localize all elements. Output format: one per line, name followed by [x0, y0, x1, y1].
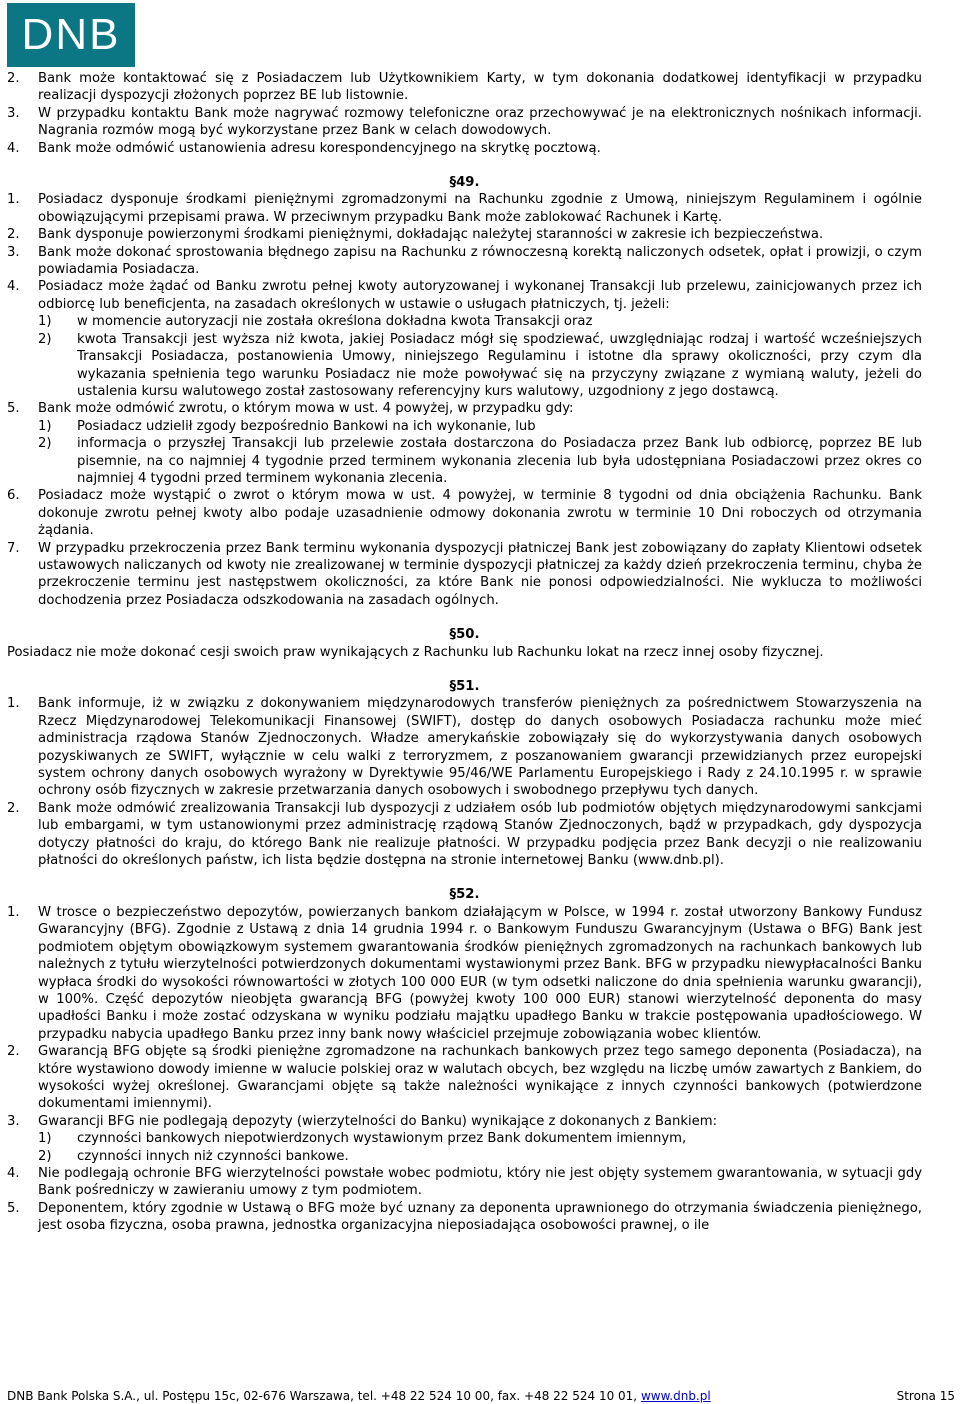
- item-text: Posiadacz może wystąpić o zwrot o którym mowa w ust. 4 powyżej, w terminie 8 tygodni od dnia obciążenia Rachunku. Bank dokonuje zwrotu pełnej kwoty albo podaje uzasadnienie odmowy dokonania zwrotu w terminie 10 Dni roboczych od otrzymania żądania.: [38, 488, 922, 539]
- item-text: Bank może odmówić zrealizowania Transakcji lub dyspozycji z udziałem osób lub podmiotów objętych międzynarodowymi sankcjami lub embargami, w tym ustanowionymi przez administrację rządową Stanów Zjednoczonych, bądź w przypadkach, gdy dyspozycja dotyczy płatności do kraju, do którego Bank nie realizuje płatności. W przypadku podjęcia przez Bank decyzji o nie realizowaniu płatności do określonych państw, ich lista będzie dostępna na stronie internetowej Banku (www.dnb.pl).: [38, 800, 922, 869]
- item-number: 2.: [7, 1044, 20, 1060]
- list-item: [7, 244, 922, 279]
- item-text: Nie podlegają ochronie BFG wierzytelności powstałe wobec podmiotu, który nie jest objęty systemem gwarantowania, w sytuacji gdy Bank pośredniczy w zawieraniu umowy z tym podmiotem.: [38, 1165, 922, 1199]
- item-number: 5.: [7, 1200, 20, 1216]
- sub-item-number: 2): [38, 331, 52, 347]
- dnb-logo: [7, 3, 135, 67]
- page-footer: [7, 1389, 955, 1403]
- sub-item: [38, 1130, 922, 1147]
- list-item: [7, 800, 922, 870]
- footer-address-text: DNB Bank Polska S.A., ul. Postępu 15c, 02-676 Warszawa, tel. +48 22 524 10 00, fax. +48 22 524 10 01,: [7, 1389, 641, 1403]
- list-item: [7, 226, 922, 243]
- list-item: [7, 400, 922, 417]
- list-item: [7, 105, 922, 140]
- item-text: Posiadacz dysponuje środkami pieniężnymi zgromadzonymi na Rachunku zgodnie z Umową, niniejszym Regulaminem i ogólnie obowiązującymi przepisami prawa. W przeciwnym przypadku Bank może zablokować Rachunek i Kartę.: [38, 192, 922, 225]
- paragraph: Posiadacz nie może dokonać cesji swoich praw wynikających z Rachunku lub Rachunku lokat na rzecz innej osoby fizycznej.: [7, 644, 824, 660]
- item-number: 1.: [7, 904, 20, 920]
- item-text: Bank informuje, iż w związku z dokonywaniem międzynarodowych transferów pieniężnych za pośrednictwem Stowarzyszenia na Rzecz Międzynarodowej Telekomunikacji Finansowej (SWIFT), dostęp do danych osobowych Posiadacza rachunku może mieć administracja rządowa Stanów Zjednoczonych. Władze amerykańskie zobowiązały się do wykorzystywania danych osobowych pozyskiwanych ze SWIFT, wyłącznie w celu walki z terroryzmem, z poszanowaniem gwarancji przewidzianych przez europejski system ochrony danych osobowych wyrażony w Dyrektywie 95/46/WE Parlamentu Europejskiego i Rady z 24.10.1995 r. w sprawie ochrony osób fizycznych w zakresie przetwarzania danych osobowych i swobodnego przepływu tych danych.: [38, 696, 922, 799]
- item-number: 4.: [7, 279, 20, 295]
- sub-item-number: 1): [38, 1131, 52, 1147]
- item-text: Bank dysponuje powierzonymi środkami pieniężnymi, dokładając należytej staranności w zakresie ich bezpieczeństwa.: [38, 227, 824, 243]
- item-text: Bank może kontaktować się z Posiadaczem lub Użytkownikiem Karty, w tym dokonania dodatkowej identyfikacji w przypadku realizacji dyspozycji złożonych poprzez BE lub listownie.: [38, 71, 922, 104]
- item-number: 4.: [7, 1165, 20, 1181]
- item-number: 7.: [7, 540, 20, 556]
- item-text: Bank może odmówić ustanowienia adresu korespondencyjnego na skrytkę pocztową.: [38, 140, 601, 156]
- item-number: 5.: [7, 401, 20, 417]
- section-heading-49: §49.: [449, 175, 480, 191]
- item-text: Gwarancją BFG objęte są środki pieniężne zgromadzone na rachunkach bankowych przez tego samego deponenta (Posiadacza), na które wystawiono dowody imienne w walucie polskiej oraz w walutach obcych, bez względu na liczbę umów zawartych z Bankiem, do wysokości wyżej określonej. Gwarancjami objęte są także należności wynikające z innych czynności bankowych (potwierdzone dokumentami imiennymi).: [38, 1044, 922, 1112]
- item-text: Posiadacz może żądać od Banku zwrotu pełnej kwoty autoryzowanej i wykonanej Transakcji lub przelewu, zainicjowanych przez ich odbiorcę lub beneficjenta, na zasadach określonych w ustawie o usługach płatniczych, tj. jeżeli:: [38, 279, 922, 312]
- item-number: 3.: [7, 244, 20, 260]
- sub-item-number: 2): [38, 436, 52, 452]
- item-text: Gwarancji BFG nie podlegają depozyty (wierzytelności do Banku) wynikające z dokonanych z Bankiem:: [38, 1113, 718, 1129]
- sub-item: [38, 1148, 922, 1165]
- sub-item-number: 2): [38, 1148, 52, 1164]
- list-item: [7, 540, 922, 610]
- item-number: 6.: [7, 488, 20, 504]
- item-text: Bank może odmówić zwrotu, o którym mowa w ust. 4 powyżej, w przypadku gdy:: [38, 401, 574, 417]
- list-item: [7, 1200, 922, 1235]
- sub-item: [38, 435, 922, 487]
- item-text: W przypadku przekroczenia przez Bank terminu wykonania dyspozycji płatniczej Bank jest zobowiązany do zapłaty Klientowi odsetek ustawowych naliczanych od kwoty nie zrealizowanej w terminie dyspozycji płatniczej za każdy dzień przekroczenia terminu, chyba że przekroczenie terminu jest następstwem okoliczności, za które Bank nie ponosi odpowiedzialności. Nie wyklucza to możliwości dochodzenia przez Posiadacza odszkodowania na zasadach ogólnych.: [38, 540, 922, 608]
- list-item: [7, 487, 922, 539]
- footer-address: [7, 1389, 711, 1403]
- item-text: Deponentem, który zgodnie w Ustawą o BFG może być uznany za deponenta uprawnionego do otrzymania świadczenia pieniężnego, jest osoba fizyczna, osoba prawna, jednostka organizacyjna nieposiadająca osobowości prawnej, o ile: [38, 1200, 922, 1234]
- item-number: 2.: [7, 800, 20, 816]
- sub-item-text: w momencie autoryzacji nie została określona dokładna kwota Transakcji oraz: [77, 314, 593, 330]
- list-item: [7, 70, 922, 105]
- item-text: W trosce o bezpieczeństwo depozytów, powierzanych bankom działającym w Polsce, w 1994 r. został utworzony Bankowy Fundusz Gwarancyjny (BFG). Zgodnie z Ustawą z dnia 14 grudnia 1994 r. o Bankowym Funduszu Gwarancyjnym (Ustawa o BFG) Bank jest podmiotem objętym obowiązkowym systemem gwarantowania środków pieniężnych zgromadzonych na rachunkach bankowych lub należnych z tytułu wierzytelności potwierdzonych dokumentami wystawionymi przez Bank. BFG w przypadku niewypłacalności Banku wypłaca środki do wysokości równowartości w złotych 100 000 EUR (w tym odsetki naliczone do dnia spełnienia warunku gwarancji), w 100%. Część depozytów nieobjęta gwarancją BFG (powyżej kwoty 100 000 EUR) stanowi wierzytelność deponenta do masy upadłości Banku i może zostać odzyskana w wyniku podziału majątku upadłego Banku w trakcie postępowania upadłościowego. W przypadku nabycia upadłego Banku przez inny bank nowy właściciel przejmuje zobowiązania wobec klientów.: [38, 904, 922, 1042]
- website-link[interactable]: www.dnb.pl: [640, 1389, 711, 1403]
- list-item: [7, 1165, 922, 1200]
- sub-item-text: informacja o przyszłej Transakcji lub przelewie została dostarczona do Posiadacza przez Bank lub odbiorcę, poprzez BE lub pisemnie, na co najmniej 4 tygodnie przed terminem wykonania zlecenia lub była udostępniana Posiadaczowi przez okres co najmniej 4 tygodni przed terminem wykonania zlecenia.: [77, 436, 922, 486]
- item-text: W przypadku kontaktu Bank może nagrywać rozmowy telefoniczne oraz przechowywać je na elektronicznych nośnikach informacji. Nagrania rozmów mogą być wykorzystane przez Bank w celach dowodowych.: [38, 105, 922, 139]
- item-number: 2.: [7, 71, 20, 86]
- section-heading-50: §50.: [449, 627, 480, 643]
- sub-item-number: 1): [38, 314, 52, 330]
- item-number: 1.: [7, 696, 20, 712]
- sub-item-text: kwota Transakcji jest wyższa niż kwota, jakiej Posiadacz mógł się spodziewać, uwzględniając rodzaj i wartość wcześniejszych Transakcji Posiadacza, postanowienia Umowy, niniejszego Regulaminu i istotne dla sprawy okoliczności, przy czym dla wykazania spełnienia tego warunku Posiadacz nie może powoływać się na przyczyny związane z wymianą waluty, jeżeli do ustalenia kursu walutowego został zastosowany referencyjny kurs walutowy, uzgodniony z jego dostawcą.: [77, 331, 922, 399]
- list-item: [7, 1113, 922, 1130]
- sub-item: [38, 313, 922, 330]
- sub-item-text: Posiadacz udzielił zgody bezpośrednio Bankowi na ich wykonanie, lub: [77, 418, 536, 434]
- item-text: Bank może dokonać sprostowania błędnego zapisu na Rachunku z równoczesną korektą naliczonych odsetek, opłat i prowizji, o czym powiadamia Posiadacza.: [38, 244, 922, 278]
- sub-item-text: czynności bankowych niepotwierdzonych wystawionym przez Bank dokumentem imiennym,: [77, 1131, 687, 1147]
- list-item: [7, 278, 922, 313]
- list-item: [7, 904, 922, 1043]
- item-number: 3.: [7, 105, 20, 121]
- item-number: 4.: [7, 140, 20, 156]
- item-number: 1.: [7, 192, 20, 208]
- section-heading-52: §52.: [449, 887, 480, 903]
- page-number: Strona 15: [896, 1389, 955, 1403]
- list-item: [7, 695, 922, 799]
- sub-item: [38, 331, 922, 401]
- logo-text: DNB: [21, 10, 121, 59]
- sub-item-number: 1): [38, 418, 52, 434]
- section-heading-51: §51.: [449, 679, 480, 694]
- list-item: [7, 191, 922, 226]
- document-body: [7, 70, 922, 1235]
- sub-item: [38, 418, 922, 435]
- sub-item-text: czynności innych niż czynności bankowe.: [77, 1148, 349, 1164]
- item-number: 3.: [7, 1113, 20, 1129]
- list-item: [7, 140, 922, 157]
- list-item: [7, 1043, 922, 1113]
- item-number: 2.: [7, 227, 20, 243]
